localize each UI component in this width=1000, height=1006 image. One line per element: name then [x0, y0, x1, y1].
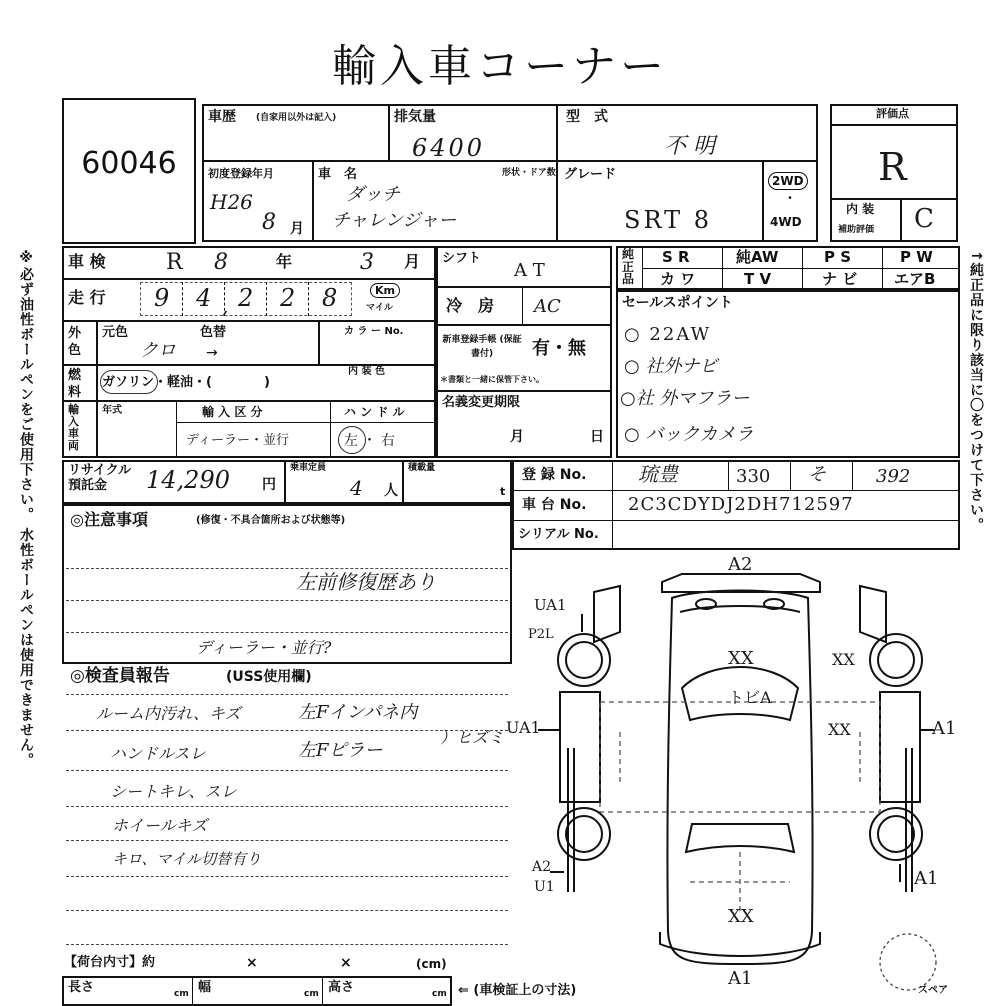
mileage-digit-3: 2 — [238, 284, 254, 312]
exterior-color-arrow: → — [206, 345, 218, 361]
genuine-tv: T V — [744, 270, 772, 288]
lot-number: 60046 — [81, 146, 177, 181]
exterior-color-value: クロ — [140, 340, 176, 361]
shaken-era: R — [166, 250, 183, 275]
name-change-day: 日 — [590, 429, 604, 445]
drive-dot: ・ — [784, 191, 797, 205]
bed-unit: (cm) — [416, 957, 447, 971]
bed-x2: × — [340, 955, 352, 971]
name-change-month: 月 — [510, 429, 524, 445]
handle-left-circle — [338, 426, 366, 454]
warranty-note: ＊書類と一緒に保管下さい。 — [440, 375, 544, 384]
mileage-unit-mile: マイル — [366, 303, 393, 313]
genuine-aw: 純AW — [736, 248, 779, 266]
model-code-value: 不 明 — [664, 134, 715, 159]
recycle-value: 14,290 — [146, 466, 230, 494]
right-vertical-note: ↑純正品に限り該当に〇をつけて下さい。 — [968, 250, 984, 533]
mileage-digit-1: 9 — [154, 284, 170, 312]
shaken-label: 車 検 — [68, 252, 106, 271]
import-year-label: 年式 — [102, 405, 122, 416]
sales-points-label: セールスポイント — [622, 295, 733, 311]
original-color-label: 元色 — [102, 325, 129, 340]
load-label: 積載量 — [408, 463, 436, 473]
capacity-value: 4 — [350, 476, 363, 500]
grade-label: グレード — [564, 167, 617, 182]
diagram-fender: XX — [832, 650, 855, 669]
drive-4wd: 4WD — [770, 215, 802, 229]
diagram-right-rear: A1 — [914, 868, 939, 889]
mileage-digit-2: 4 — [196, 284, 212, 312]
history-note: (自家用以外は記入) — [256, 113, 337, 123]
diagram-right-door: A1 — [932, 718, 957, 739]
grade-value: SRT 8 — [624, 206, 712, 234]
first-reg-month: 8 — [262, 210, 276, 235]
fuel-gasoline-circle — [100, 370, 158, 394]
fuel-options: ガソリン・軽油・( ) — [102, 375, 270, 390]
inspector-line3: シートキレ、スレ — [110, 782, 237, 801]
mileage-label: 走 行 — [68, 288, 106, 307]
notes-sub: (修復・不具合箇所および状態等) — [196, 515, 346, 526]
reg-kana: そ — [808, 464, 826, 485]
diagram-hood: XX — [728, 648, 754, 669]
diagram-front-mark: A2 — [728, 554, 753, 575]
name-change-label: 名義変更期限 — [442, 395, 521, 410]
first-reg-era: H26 — [210, 190, 253, 214]
inspector-side2: 左Fピラー — [298, 740, 383, 761]
chassis-value: 2C3CDYDJ2DH712597 — [628, 494, 854, 515]
drive-2wd: 2WD — [768, 172, 808, 190]
genuine-airbag: エアB — [894, 270, 936, 288]
reg-area: 琉豊 — [638, 462, 678, 486]
diagram-left-side-lower: P2L — [528, 627, 554, 642]
recycle-unit: 円 — [262, 477, 276, 493]
import-class-value: ディーラー・並行 — [186, 433, 289, 448]
mileage-unit-km: Km — [370, 283, 400, 298]
first-reg-month-unit: 月 — [290, 221, 304, 237]
notes-line2: ディーラー・並行? — [196, 638, 332, 657]
notes-line1: 左前修復歴あり — [296, 570, 436, 594]
spare-label: スペア — [918, 985, 948, 996]
diagram-left-rear-bottom: U1 — [534, 879, 555, 895]
sales-point-3: ○社 外マフラー — [620, 388, 750, 409]
diagram-left-rear-top: A2 — [532, 859, 552, 875]
interior-sub: 補助評価 — [838, 225, 875, 235]
chassis-label: 車 台 No. — [522, 497, 587, 513]
interior-score: C — [914, 204, 934, 234]
bed-width-cm: cm — [304, 989, 319, 999]
sales-point-1: ○ 22AW — [624, 324, 712, 345]
displacement-value: 6400 — [412, 134, 486, 162]
inspector-side3: ）ヒズミ — [440, 728, 505, 747]
genuine-navi: ナ ビ — [822, 270, 858, 288]
mileage-sep: , — [222, 294, 229, 318]
bed-height-label: 高さ — [328, 980, 355, 995]
diagram-left-door: UA1 — [506, 718, 541, 737]
import-label: 輸入車両 — [68, 403, 79, 453]
sales-point-4: ○ バックカメラ — [624, 424, 754, 445]
diagram-trunk: XX — [728, 906, 754, 927]
import-class-label: 輸 入 区 分 — [202, 405, 263, 419]
exterior-color-label: 外 色 — [68, 326, 82, 358]
capacity-label: 乗車定員 — [290, 463, 327, 473]
interior-label: 内 装 — [846, 202, 875, 216]
notes-label: ◎注意事項 — [70, 510, 148, 529]
warranty-label: 新車登録手帳 (保証書付) — [442, 335, 522, 359]
reg-number: 392 — [876, 466, 911, 487]
reg-class: 330 — [736, 466, 771, 487]
genuine-label: 純正品 — [622, 247, 635, 287]
genuine-pw: P W — [900, 248, 933, 266]
inspector-sub: (USS使用欄) — [226, 669, 312, 685]
serial-label: シリアル No. — [518, 527, 599, 542]
inspector-line1: ルーム内汚れ、キズ — [96, 704, 241, 723]
genuine-kawa: カ ワ — [660, 270, 696, 288]
ac-label: 冷 房 — [446, 296, 495, 315]
warranty-value: 有・無 — [532, 338, 586, 359]
ac-value: AC — [534, 296, 561, 317]
load-unit: t — [500, 485, 506, 498]
bed-label: 【荷台内寸】約 — [64, 955, 156, 970]
bed-height-cm: cm — [432, 989, 447, 999]
bed-width-label: 幅 — [198, 980, 212, 995]
inspector-line4: ホイールキズ — [112, 816, 208, 835]
recycle-label: リサイクル 預託金 — [68, 463, 132, 493]
inspector-label: ◎検査員報告 — [70, 666, 170, 686]
shaken-month: 3 — [360, 250, 374, 275]
bed-x1: × — [246, 955, 258, 971]
mileage-digit-5: 8 — [322, 284, 338, 312]
car-name-label: 車 名 — [318, 167, 358, 182]
genuine-ps: P S — [824, 248, 852, 266]
model-code-label: 型 式 — [566, 109, 608, 125]
bed-dimension-box — [62, 976, 452, 1006]
first-reg-label: 初度登録年月 — [208, 167, 274, 180]
reg-label: 登 録 No. — [522, 467, 587, 483]
inspector-line5: キロ、マイル切替有り — [112, 850, 262, 868]
bed-note: ⇐ (車検証上の寸法) — [458, 983, 577, 998]
inspector-side1: 左Fインパネ内 — [298, 702, 418, 723]
page-title: 輸入車コーナー — [332, 41, 668, 92]
interior-color-label: 内 装 色 — [348, 366, 385, 377]
genuine-sr: S R — [662, 248, 690, 266]
diagram-rear-mark: A1 — [728, 968, 753, 989]
shaken-year-unit: 年 — [276, 252, 293, 271]
score-value: R — [878, 145, 907, 189]
sales-point-2: ○ 社外ナビ — [624, 356, 718, 377]
car-damage-diagram — [520, 552, 960, 1000]
bed-length-label: 長さ — [68, 980, 95, 995]
mileage-digit-4: 2 — [280, 284, 296, 312]
car-name-line2: チャレンジャー — [332, 210, 457, 231]
shift-label: シフト — [442, 251, 482, 266]
handle-label: ハ ン ド ル — [344, 405, 405, 419]
shape-doors-label: 形状・ドア数 — [502, 168, 556, 178]
shift-value: A T — [514, 260, 545, 281]
inspector-line2: ハンドルスレ — [110, 744, 206, 763]
fuel-label: 燃 料 — [68, 368, 82, 400]
diagram-left-mirror: UA1 — [534, 596, 567, 614]
diagram-glass: トビA — [728, 688, 772, 707]
diagram-quarter: XX — [828, 720, 851, 739]
color-no-label: カ ラ ー No. — [344, 326, 404, 337]
handle-value: 左 ・ 右 — [344, 433, 395, 449]
shaken-year: 8 — [214, 250, 228, 275]
history-label: 車歴 — [208, 109, 236, 125]
capacity-unit: 人 — [384, 483, 398, 499]
shaken-month-unit: 月 — [404, 252, 421, 271]
left-vertical-note: ※必ず油性ボールペンをご使用下さい。 水性ボールペンは使用できません。 — [18, 250, 34, 768]
mileage-digits — [140, 282, 352, 316]
bed-length-cm: cm — [174, 989, 189, 999]
score-label: 評価点 — [876, 107, 909, 120]
displacement-label: 排気量 — [394, 109, 436, 125]
car-name-line1: ダッチ — [346, 184, 400, 205]
repaint-label: 色替 — [200, 325, 227, 340]
